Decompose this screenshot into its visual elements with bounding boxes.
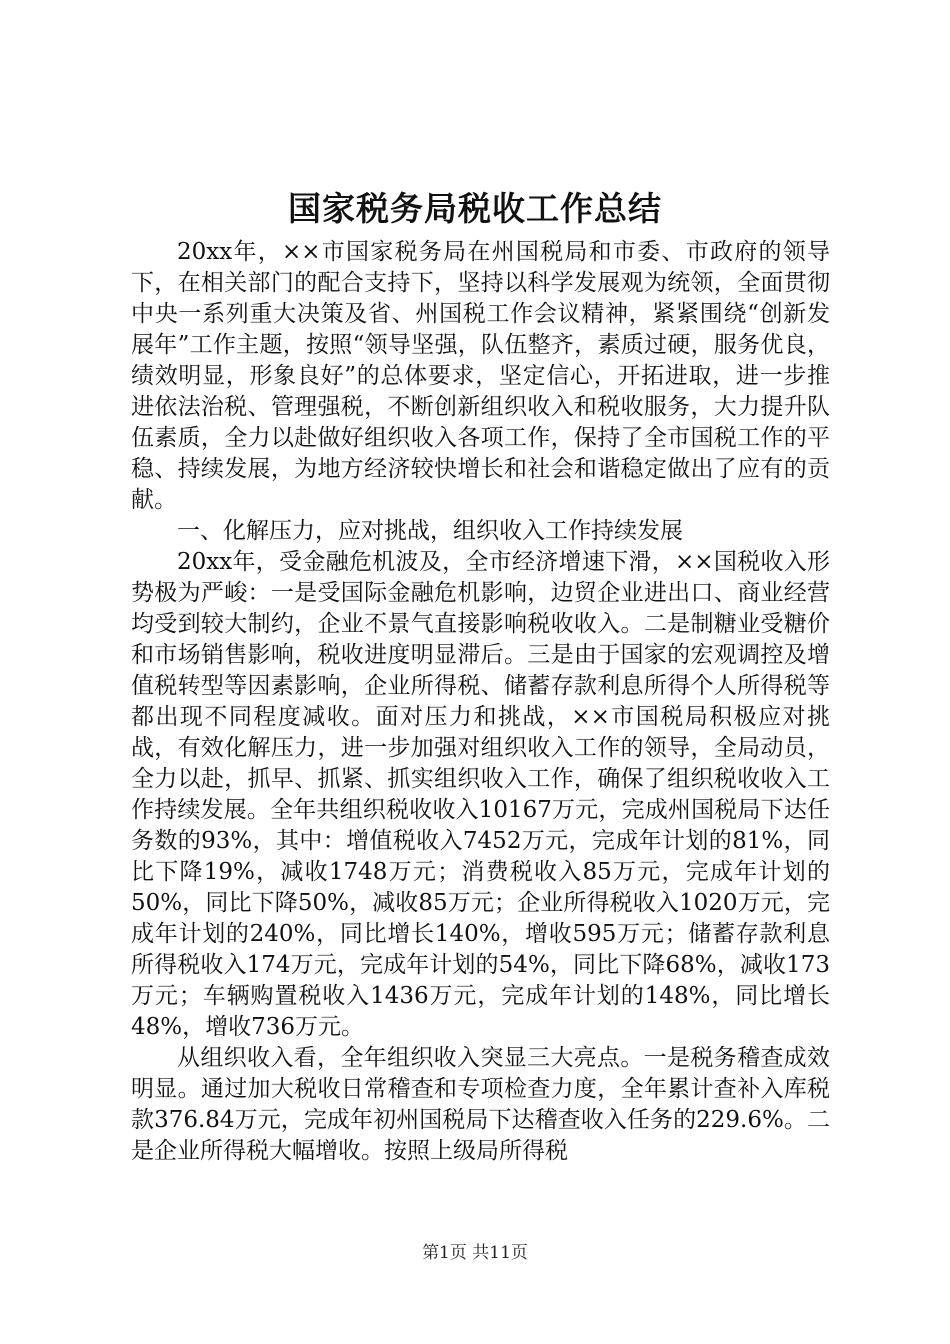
document-title: 国家税务局税收工作总结 [288,189,662,228]
paragraph-intro: 20xx年，××市国家税务局在州国税局和市委、市政府的领导下，在相关部门的配合支持下，坚持以科学发展观为统领，全面贯彻中央一系列重大决策及省、州国税工作会议精神，紧紧围绕“创新发展年”工作主题，按照“领导坚强，队伍整齐，素质过硬，服务优良，绩效明显，形象良好”的总体要求，坚定信心，开拓进取，进一步推进依法治税、管理强税，不断创新组织收入和税收服务，大力提升队伍素质，全力以赴做好组织收入各项工作，保持了全市国税工作的平稳、持续发展，为地方经济较快增长和社会和谐稳定做出了应有的贡献。 [131,239,830,513]
paragraph-highlights: 从组织收入看，全年组织收入突显三大亮点。一是税务稽查成效明显。通过加大税收日常稽查和专项检查力度，全年累计查补入库税款376.84万元，完成年初州国税局下达稽查收入任务的229.6%。二是企业所得税大幅增收。按照上级局所得税 [131,1045,830,1164]
document-body [131,237,830,1167]
paragraph-revenue: 20xx年，受金融危机波及，全市经济增速下滑，××国税收入形势极为严峻：一是受国际金融危机影响，边贸企业进出口、商业经营均受到较大制约，企业不景气直接影响税收收入。二是制糖业受糖价和市场销售影响，税收进度明显滞后。三是由于国家的宏观调控及增值税转型等因素影响，企业所得税、储蓄存款利息所得个人所得税等都出现不同程度减收。面对压力和挑战，××市国税局积极应对挑战，有效化解压力，进一步加强对组织收入工作的领导，全局动员，全力以赴，抓早、抓紧、抓实组织收入工作，确保了组织税收收入工作持续发展。全年共组织税收收入10167万元，完成州国税局下达任务数的93%，其中：增值税收入7452万元，完成年计划的81%，同比下降19%，减收1748万元；消费税收入85万元，完成年计划的50%，同比下降50%，减收85万元；企业所得税收入1020万元，完成年计划的240%，同比增长140%，增收595万元；储蓄存款利息所得税收入174万元，完成年计划的54%，同比下降68%，减收173万元；车辆购置税收入1436万元，完成年计划的148%，同比增长48%，增收736万元。 [131,549,830,1040]
page-number: 第1页 共11页 [422,1243,528,1263]
section-heading-1: 一、化解压力，应对挑战，组织收入工作持续发展 [177,518,683,544]
